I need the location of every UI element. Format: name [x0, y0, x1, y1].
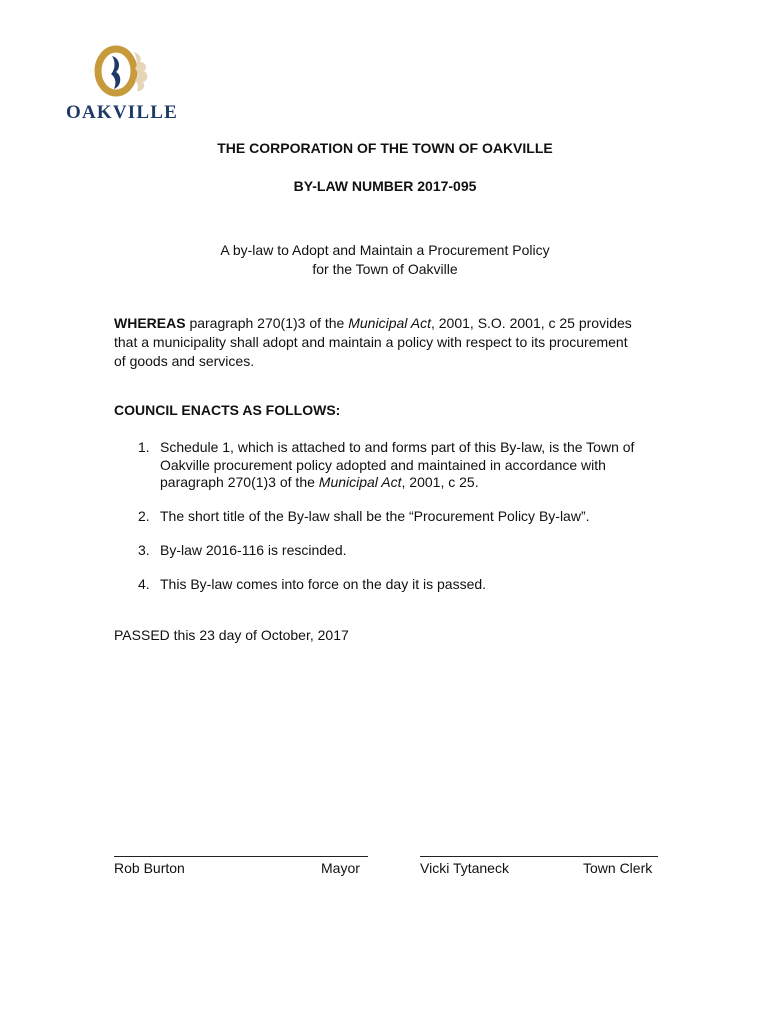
clerk-signature-line: [420, 856, 658, 857]
item-number: 2.: [138, 508, 150, 524]
item-text: This By-law comes into force on the day it is passed.: [160, 576, 487, 592]
oak-leaf-emblem-icon: [90, 44, 154, 100]
item-1-line-3-start: paragraph 270(1)3 of the: [160, 474, 319, 490]
whereas-text-2: , 2001, S.O. 2001, c 25 provides: [430, 315, 632, 331]
whereas-text-1: paragraph 270(1)3 of the: [185, 315, 349, 331]
enactment-item-4: [138, 576, 678, 594]
passed-date: PASSED this 23 day of October, 2017: [114, 627, 349, 643]
purpose-line-2: for the Town of Oakville: [312, 261, 458, 277]
clerk-name: Vicki Tytaneck: [420, 860, 509, 876]
enactment-item-2: [138, 508, 678, 526]
bylaw-number: BY-LAW NUMBER 2017-095: [293, 178, 477, 194]
item-text: By-law 2016-116 is rescinded.: [160, 542, 347, 558]
logo-wordmark: OAKVILLE: [65, 102, 178, 123]
item-text: The short title of the By-law shall be the “Procurement Policy By-law”.: [160, 508, 590, 524]
mayor-title: Mayor: [321, 860, 360, 876]
mayor-signature-line: [114, 856, 368, 857]
whereas-paragraph: [114, 314, 674, 371]
enacts-heading: COUNCIL ENACTS AS FOLLOWS:: [114, 402, 341, 418]
item-1-act-name: Municipal Act: [318, 474, 402, 490]
item-1-line-1: Schedule 1, which is attached to and forms part of this By-law, is the Town of: [160, 439, 635, 455]
whereas-line-3: of goods and services.: [114, 353, 255, 369]
whereas-line-1: [114, 314, 674, 333]
bylaw-purpose: [0, 241, 770, 279]
item-1-line-3-end: , 2001, c 25.: [401, 474, 479, 490]
item-1-line-3: [160, 474, 678, 492]
whereas-act-name: Municipal Act: [348, 315, 431, 331]
item-number: 1.: [138, 439, 150, 455]
item-number: 4.: [138, 576, 150, 592]
whereas-lead: WHEREAS: [114, 315, 186, 331]
clerk-title: Town Clerk: [583, 860, 653, 876]
item-1-line-2: Oakville procurement policy adopted and maintained in accordance with: [160, 456, 606, 473]
whereas-line-2: that a municipality shall adopt and maintain a policy with respect to its procurement: [114, 334, 628, 350]
mayor-name: Rob Burton: [114, 860, 185, 876]
corporation-title: THE CORPORATION OF THE TOWN OF OAKVILLE: [217, 140, 553, 156]
enactment-item-1: [138, 439, 678, 492]
enactment-item-3: [138, 542, 678, 560]
purpose-line-1: A by-law to Adopt and Maintain a Procurement Policy: [220, 242, 550, 258]
item-number: 3.: [138, 542, 150, 558]
item-text: [160, 439, 678, 492]
oakville-logo: [62, 44, 182, 128]
